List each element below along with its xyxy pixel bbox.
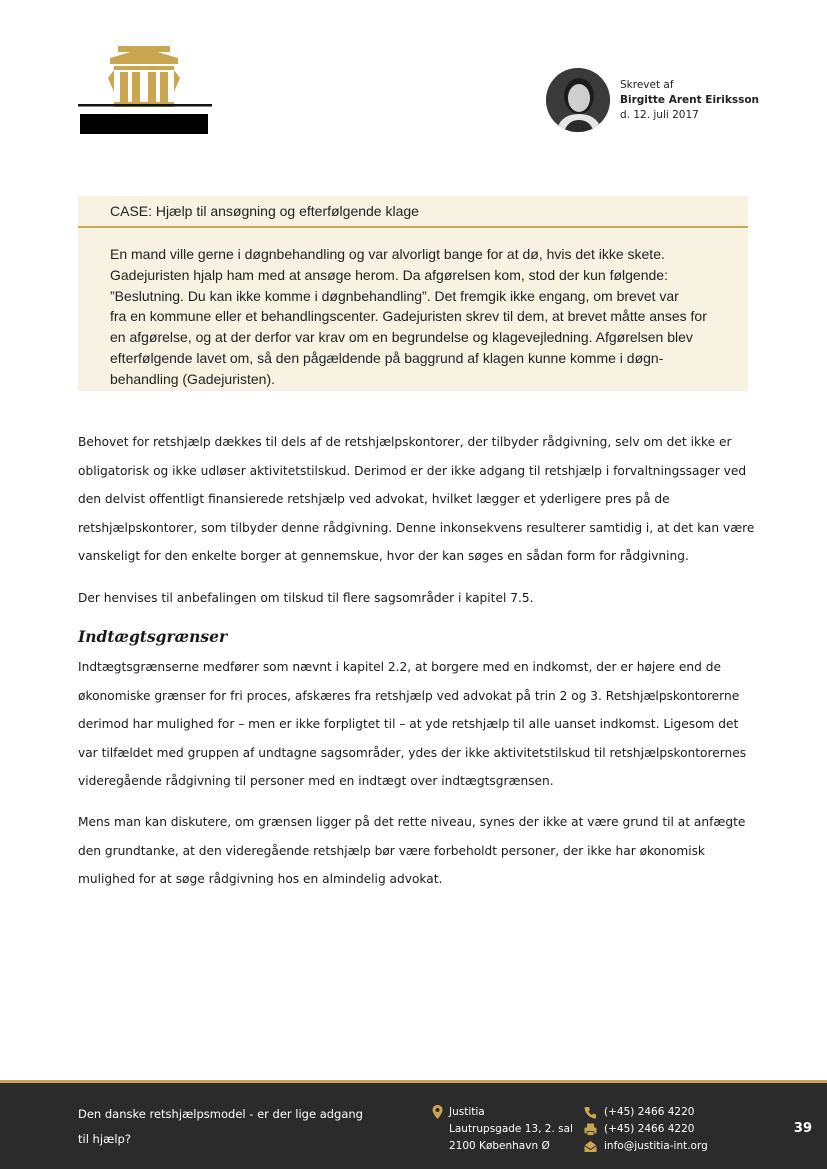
footer-city: 2100 København Ø (449, 1140, 550, 1152)
page-number: 39 (793, 1121, 812, 1136)
text-line: den delvist offentligt finansierede retshjælp ved advokat, hvilket lægger et yderligere pres på de (78, 492, 670, 506)
justitia-logo (78, 46, 212, 136)
fax-icon (584, 1123, 597, 1136)
text-line: videregående rådgivning til personer med en indtægt over indtægtsgrænsen. (78, 774, 554, 788)
logo-emblem-icon (78, 46, 212, 136)
text-line: Mens man kan diskutere, om grænsen ligger på det rette niveau, synes der ikke at være grund til at anfægte (78, 815, 746, 829)
case-divider (78, 226, 748, 228)
case-line: ”Beslutning. Du kan ikke komme i døgnbehandling”. Det fremgik ikke engang, om brevet var (110, 287, 679, 304)
author-name: Birgitte Arent Eiriksson (620, 94, 760, 106)
footer-email-row (584, 1138, 708, 1155)
footer-title-line: til hjælp? (78, 1132, 131, 1146)
footer-title (78, 1102, 378, 1152)
portrait-icon (546, 68, 610, 132)
footer-contact (584, 1104, 708, 1155)
text-line: mulighed for at søge rådgivning hos en almindelig advokat. (78, 872, 443, 886)
footer-phone-row (584, 1104, 708, 1121)
case-line: efterfølgende lavet om, så den pågældende på baggrund af klagen kunne komme i døgn- (110, 349, 664, 366)
paragraph-retshjaelp (78, 428, 768, 571)
paragraph-reference (78, 584, 768, 613)
email-icon (584, 1140, 597, 1153)
footer-address (432, 1104, 573, 1155)
text-line: var tilfældet med gruppen af undtagne sagsområder, ydes der ikke aktivitetstilskud til retshjælpskontorernes (78, 745, 747, 760)
paragraph-diskussion (78, 808, 768, 894)
page-footer (0, 1080, 827, 1169)
text-line: retshjælpskontorer, som tilbyder denne rådgivning. Denne inkonsekvens resulterer samtidig i, at det kan være (78, 520, 755, 535)
footer-email[interactable]: info@justitia-int.org (604, 1140, 708, 1152)
author-avatar (546, 68, 610, 132)
paragraph-indtaegtsgraenser (78, 653, 768, 796)
text-line: den grundtanke, at den videregående retshjælp bør være forbeholdt personer, der ikke har økonomisk (78, 843, 705, 858)
text-line: vanskeligt for den enkelte borger at gennemskue, hvor der kan søges en sådan form for rådgivning. (78, 549, 689, 563)
case-line: fra en kommune eller et behandlingscenter. Gadejuristen skrev til dem, at brevet måtte anses for (110, 308, 707, 325)
text-line: Der henvises til anbefalingen om tilskud til flere sagsområder i kapitel 7.5. (78, 591, 534, 605)
text-line: obligatorisk og ikke udløser aktivitetstilskud. Derimod er der ikke adgang til retshjælp i forvaltningssager ved (78, 463, 747, 478)
text-line: derimod har mulighed for – men er ikke forpligtet til – at yde retshjælp til alle uanset indkomst. Ligesom det (78, 717, 739, 731)
author-block (546, 68, 796, 134)
text-line: Indtægtsgrænserne medfører som nævnt i kapitel 2.2, at borgere med en indkomst, der er højere end de (78, 660, 721, 674)
case-text (110, 244, 738, 390)
footer-phone[interactable]: (+45) 2466 4220 (604, 1106, 695, 1118)
footer-street: Lautrupsgade 13, 2. sal (449, 1123, 573, 1135)
case-line: Gadejuristen hjalp ham med at ansøge herom. Da afgørelsen kom, stod der kun følgende: (110, 266, 668, 283)
case-line: En mand ville gerne i døgnbehandling og var alvorligt bange for at dø, hvis det ikke skete. (110, 246, 665, 262)
case-line: behandling (Gadejuristen). (110, 370, 275, 387)
location-pin-icon (432, 1105, 443, 1119)
footer-fax: (+45) 2466 4220 (604, 1123, 695, 1135)
case-title: CASE: Hjælp til ansøgning og efterfølgende klage (110, 203, 419, 219)
footer-title-line: Den danske retshjælpsmodel - er der lige adgang (78, 1107, 363, 1121)
footer-fax-row (584, 1121, 708, 1138)
author-label: Skrevet af (620, 79, 674, 91)
text-line: økonomiske grænser for fri proces, afskæres fra retshjælp ved advokat på trin 2 og 3. Retshjælpskontorerne (78, 688, 740, 703)
publish-date: d. 12. juli 2017 (620, 109, 699, 121)
section-heading: Indtægtsgrænser (78, 627, 228, 646)
footer-org: Justitia (449, 1106, 485, 1118)
text-line: Behovet for retshjælp dækkes til dels af de retshjælpskontorer, der tilbyder rådgivning, selv om det ikke er (78, 435, 732, 449)
phone-icon (584, 1106, 597, 1119)
case-line: en afgørelse, og at der derfor var krav om en begrundelse og klagevejledning. Afgørelsen blev (110, 329, 693, 346)
case-box (78, 196, 748, 391)
